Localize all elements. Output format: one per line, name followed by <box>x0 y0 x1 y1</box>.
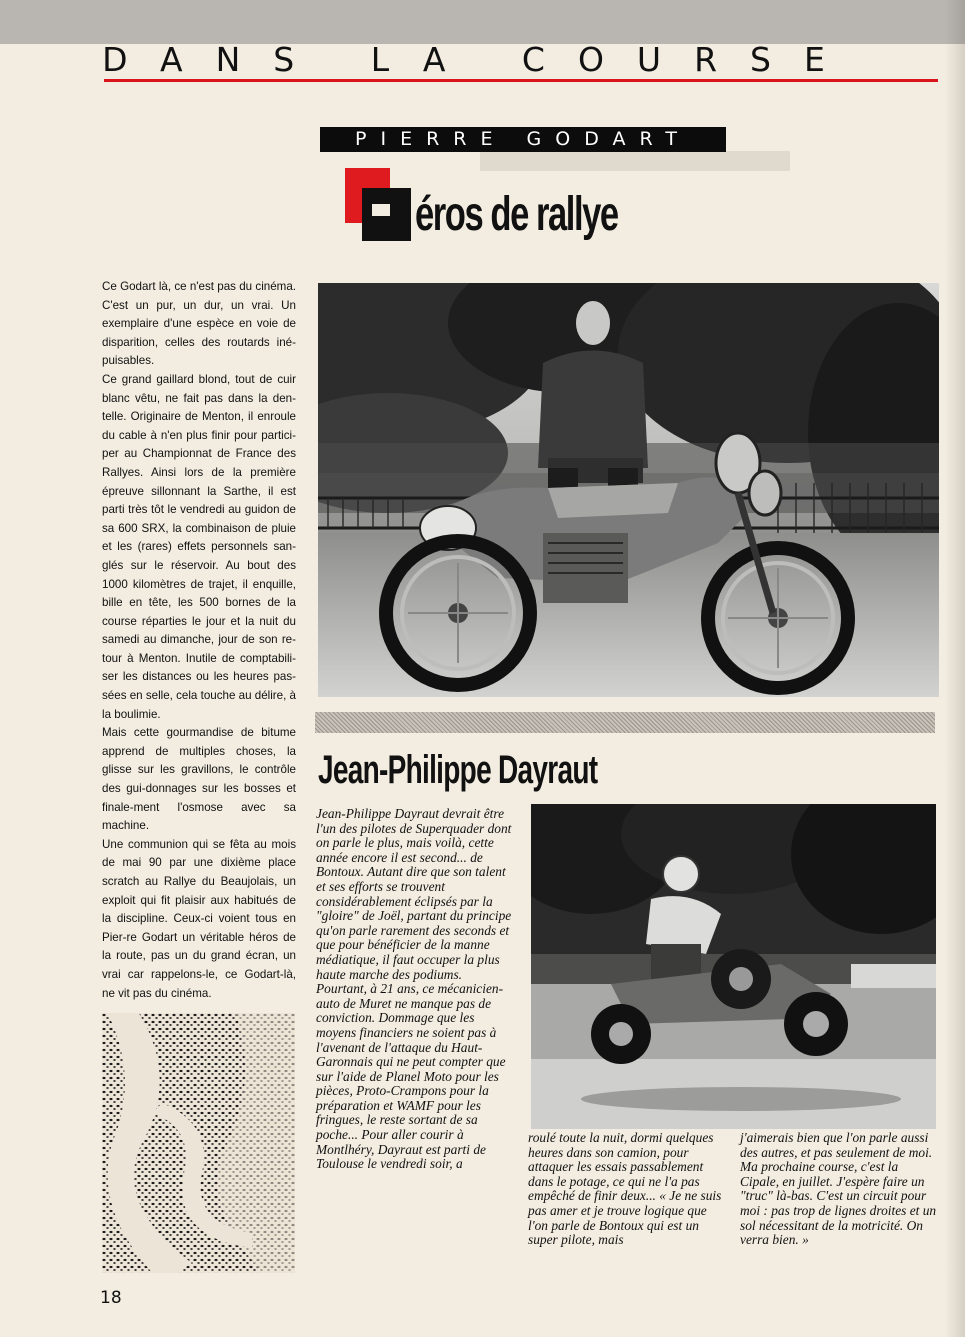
header-rule <box>104 79 938 82</box>
article-separator-band <box>315 712 935 733</box>
article2-column-3: j'aimerais bien que l'on parle aussi des autres, et pas seulement de moi. Ma prochaine course, c'est la Cipale, en juillet. J'espère faire un "truc" là-bas. C'est un circuit pour moi : pas trop de lignes droites et un sol nécessitant de la motricité. On verra bien. » <box>740 1130 937 1248</box>
motorcycle-photo-art <box>318 283 939 697</box>
paragraph: Ce grand gaillard blond, tout de cuir blanc vêtu, ne fait pas dans la den-telle. Originaire de Menton, il enroule du cable à n'en plus finir pour partici-per au Championnat de France des Rallyes. Ainsi lors de la première épreuve sillonnant la Sarthe, il est parti très tôt le vendredi au guidon de sa 600 SRX, la combinaison de pluie et les (rares) effets personnels san-glés sur le réservoir. Au bout des 1000 kilomètres de trajet, il enquille, bille en tête, les 500 bornes de la course réparties le jour et la nuit du samedi au dimanche, jour de son re-tour à Menton. Inutile de comptabili-ser les distances ou les heures pas-sées en selle, cela touche au délire, à la boulimie. <box>102 372 296 721</box>
article-body-left <box>102 278 296 1003</box>
paragraph: Ce Godart là, ce n'est pas du cinéma. C'est un pur, un dur, un vrai. Un exemplaire d'une espèce en voie de disparition, celles des routards iné-puisables. <box>102 280 296 368</box>
show-through-bar <box>480 151 790 171</box>
article2-title: Jean-Philippe Dayraut <box>318 748 598 792</box>
article-headline: éros de rallye <box>415 188 618 241</box>
paragraph: Mais cette gourmandise de bitume apprend de multiples choses, la glisse sur les gravillons, le contrôle des gui-donnages sur les bosses et finale-ment l'osmose avec sa machine. <box>102 726 296 833</box>
paragraph: Une communion qui se fêta au mois de mai 90 par une dixième place scratch au Rallye du Beaujolais, un exploit qui fit plaisir aux habitués de la discipline. Ceux-ci voient tous en Pier-re Godart un véritable héros de la route, pas un du grand écran, un vrai car rappelons-le, ce Godart-là, ne vit pas du cinéma. <box>102 837 296 1000</box>
header-band <box>0 0 965 44</box>
decorative-pattern <box>102 1013 295 1273</box>
headline-logo-notch <box>372 204 390 216</box>
article-kicker: PIERRE GODART <box>320 127 726 152</box>
decorative-pattern-art <box>102 1013 295 1273</box>
page-edge-shadow <box>945 0 965 1337</box>
motorcycle-photo <box>318 283 939 697</box>
quad-jump-photo-art <box>531 804 936 1129</box>
article2-column-2: roulé toute la nuit, dormi quelques heures dans son camion, pour attaquer les essais passablement dans le potage, ce qui ne l'a pas empêché de finir deux... « Je ne suis pas amer et je trouve logique que l'on parle de Bontoux qui est un super pilote, mais <box>528 1130 722 1248</box>
section-title: DANS LA COURSE <box>102 40 858 79</box>
page-number: 18 <box>100 1288 122 1308</box>
article2-column-1: Jean-Philippe Dayraut devrait être l'un des pilotes de Superquader dont on parle le plus, mais voilà, cette année encore il est second... de Bontoux. Autant dire que son talent et ses efforts se trouvent considérablement éclipsés par la "gloire" de Joël, partant du principe qu'on parle rarement des seconds et que pour bénéficier de la manne médiatique, il faut occuper la plus haute marche des podiums. Pourtant, à 21 ans, ce mécanicien-auto de Muret ne manque pas de conviction. Dommage que les moyens financiers ne soient pas à l'avenant de l'attaque du Haut-Garonnais qui ne peut compter que sur l'aide de Planel Moto pour les pièces, Proto-Crampons pour la préparation et WAMF pour les fringues, le reste sortant de sa poche... Pour aller courir à Montlhéry, Dayraut est parti de Toulouse le vendredi soir, a <box>316 806 512 1172</box>
quad-jump-photo <box>531 804 936 1129</box>
